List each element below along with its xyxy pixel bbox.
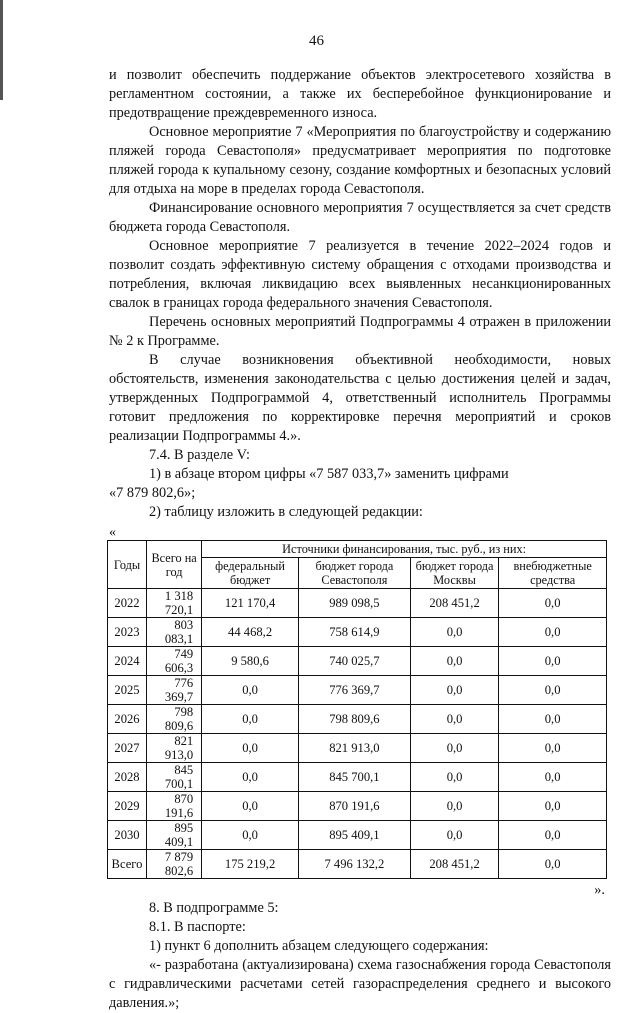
table-row xyxy=(108,763,607,792)
paragraph-8: 1) в абзаце втором цифры «7 587 033,7» заменить цифрами xyxy=(149,466,509,482)
cell-year-total: Всего xyxy=(108,850,147,879)
cell-year: 2024 xyxy=(108,647,147,676)
paragraph-1: и позволит обеспечить поддержание объектов электросетевого хозяйства в регламентном состоянии, а также их бесперебойное функционирование и предотвращение преждевременного износа. xyxy=(109,67,611,121)
cell-moscow: 208 451,2 xyxy=(410,589,498,618)
cell-federal: 175 219,2 xyxy=(202,850,299,879)
cell-offbudget: 0,0 xyxy=(499,850,607,879)
cell-year: 2029 xyxy=(108,792,147,821)
table-row xyxy=(108,792,607,821)
cell-federal: 0,0 xyxy=(202,676,299,705)
paragraph-12: 1) пункт 6 дополнить абзацем следующего содержания: xyxy=(149,938,489,954)
cell-sevastopol: 989 098,5 xyxy=(298,589,410,618)
cell-total: 845 700,1 xyxy=(147,763,202,792)
cell-total: 895 409,1 xyxy=(147,821,202,850)
cell-offbudget: 0,0 xyxy=(499,589,607,618)
cell-moscow: 0,0 xyxy=(410,821,498,850)
cell-total: 1 318 720,1 xyxy=(147,589,202,618)
paragraph-8-continued: «7 879 802,6»; xyxy=(109,485,196,501)
cell-moscow: 208 451,2 xyxy=(410,850,498,879)
cell-total: 821 913,0 xyxy=(147,734,202,763)
cell-total: 803 083,1 xyxy=(147,618,202,647)
cell-year: 2023 xyxy=(108,618,147,647)
cell-sevastopol: 845 700,1 xyxy=(298,763,410,792)
cell-sevastopol: 758 614,9 xyxy=(298,618,410,647)
cell-federal: 44 468,2 xyxy=(202,618,299,647)
financing-table xyxy=(107,540,607,879)
cell-total: 776 369,7 xyxy=(147,676,202,705)
paragraph-7: 7.4. В разделе V: xyxy=(149,447,250,463)
paragraph-5: Перечень основных мероприятий Подпрограммы 4 отражен в приложении № 2 к Программе. xyxy=(109,314,611,349)
header-sevastopol: бюджет города Севастополя xyxy=(298,558,410,589)
paragraph-11: 8.1. В паспорте: xyxy=(149,919,246,935)
table-row xyxy=(108,589,607,618)
cell-sevastopol: 776 369,7 xyxy=(298,676,410,705)
header-federal: федеральный бюджет xyxy=(202,558,299,589)
header-offbudget: внебюджетные средства xyxy=(499,558,607,589)
cell-offbudget: 0,0 xyxy=(499,705,607,734)
cell-sevastopol: 870 191,6 xyxy=(298,792,410,821)
cell-sevastopol: 740 025,7 xyxy=(298,647,410,676)
cell-total: 798 809,6 xyxy=(147,705,202,734)
cell-year: 2026 xyxy=(108,705,147,734)
cell-total: 870 191,6 xyxy=(147,792,202,821)
cell-total: 7 879 802,6 xyxy=(147,850,202,879)
quote-close: ». xyxy=(594,882,605,898)
cell-offbudget: 0,0 xyxy=(499,792,607,821)
cell-federal: 9 580,6 xyxy=(202,647,299,676)
header-moscow: бюджет города Москвы xyxy=(410,558,498,589)
cell-offbudget: 0,0 xyxy=(499,647,607,676)
cell-year: 2025 xyxy=(108,676,147,705)
quote-open: « xyxy=(109,525,116,540)
cell-federal: 0,0 xyxy=(202,734,299,763)
cell-moscow: 0,0 xyxy=(410,647,498,676)
cell-sevastopol: 821 913,0 xyxy=(298,734,410,763)
cell-federal: 0,0 xyxy=(202,705,299,734)
table-row xyxy=(108,734,607,763)
cell-moscow: 0,0 xyxy=(410,618,498,647)
cell-federal: 0,0 xyxy=(202,821,299,850)
table-row xyxy=(108,676,607,705)
cell-sevastopol: 798 809,6 xyxy=(298,705,410,734)
cell-moscow: 0,0 xyxy=(410,792,498,821)
cell-sevastopol: 7 496 132,2 xyxy=(298,850,410,879)
cell-federal: 0,0 xyxy=(202,792,299,821)
document-body xyxy=(109,66,611,1013)
header-sources: Источники финансирования, тыс. руб., из них: xyxy=(202,541,607,558)
cell-moscow: 0,0 xyxy=(410,676,498,705)
cell-year: 2027 xyxy=(108,734,147,763)
paragraph-2: Основное мероприятие 7 «Мероприятия по благоустройству и содержанию пляжей города Севастополя» предусматривает мероприятия по подготовке пляжей города к купальному сезону, создание комфортных и безопасных условий для отдыха на море в пределах города Севастополя. xyxy=(109,124,611,197)
paragraph-4: Основное мероприятие 7 реализуется в течение 2022–2024 годов и позволит создать эффективную систему обращения с отходами производства и потребления, включая ликвидацию всех выявленных несанкционированных свалок в границах города федерального значения Севастополя. xyxy=(109,238,611,311)
paragraph-13: «- разработана (актуализирована) схема газоснабжения города Севастополя с гидравлическими расчетами сетей газораспределения среднего и высокого давления.»; xyxy=(109,957,611,1011)
cell-federal: 121 170,4 xyxy=(202,589,299,618)
cell-offbudget: 0,0 xyxy=(499,734,607,763)
header-years: Годы xyxy=(108,541,147,589)
cell-moscow: 0,0 xyxy=(410,734,498,763)
paragraph-6: В случае возникновения объективной необходимости, новых обстоятельств, изменения законодательства с целью достижения целей и задач, утвержденных Подпрограммой 4, ответственный исполнитель Программы готовит предложения по корректировке перечня мероприятий и сроков реализации Подпрограммы 4.». xyxy=(109,352,611,444)
page-edge-mark xyxy=(0,0,3,100)
cell-offbudget: 0,0 xyxy=(499,763,607,792)
cell-federal: 0,0 xyxy=(202,763,299,792)
table-row xyxy=(108,705,607,734)
cell-moscow: 0,0 xyxy=(410,705,498,734)
paragraph-3: Финансирование основного мероприятия 7 осуществляется за счет средств бюджета города Севастополя. xyxy=(109,200,611,235)
cell-year: 2028 xyxy=(108,763,147,792)
table-row xyxy=(108,618,607,647)
paragraph-9: 2) таблицу изложить в следующей редакции: xyxy=(149,504,423,520)
cell-moscow: 0,0 xyxy=(410,763,498,792)
table-row xyxy=(108,821,607,850)
table-total-row xyxy=(108,850,607,879)
header-total: Всего на год xyxy=(147,541,202,589)
cell-total: 749 606,3 xyxy=(147,647,202,676)
cell-sevastopol: 895 409,1 xyxy=(298,821,410,850)
cell-offbudget: 0,0 xyxy=(499,821,607,850)
paragraph-10: 8. В подпрограмме 5: xyxy=(149,900,279,916)
table-row xyxy=(108,647,607,676)
cell-year: 2030 xyxy=(108,821,147,850)
cell-offbudget: 0,0 xyxy=(499,618,607,647)
cell-year: 2022 xyxy=(108,589,147,618)
cell-offbudget: 0,0 xyxy=(499,676,607,705)
page-number: 46 xyxy=(309,33,324,49)
